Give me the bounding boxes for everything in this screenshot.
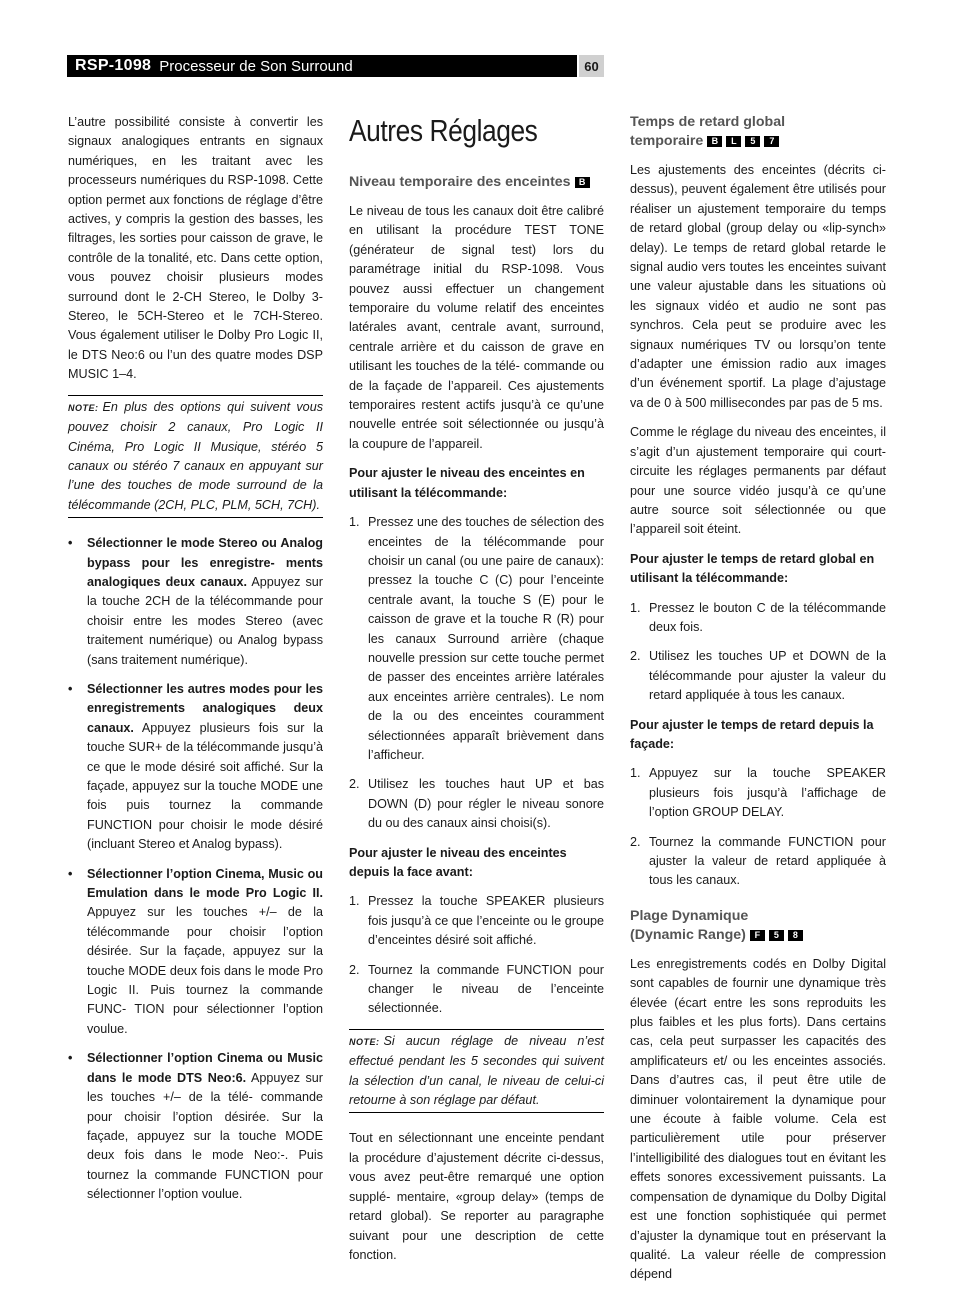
column-left — [68, 113, 323, 1215]
list-item: • Sélectionner le mode Stereo ou Analog bypass pour les enregistre- ments analogiques deux canaux. Appuyez sur la touche 2CH de la télécommande pour choisir entre les modes Stereo (avec traitement numérique) ou Analog bypass (sans traitement numérique). — [68, 536, 323, 667]
mode-tag: 5 — [769, 930, 784, 941]
note-label: NOTE: — [349, 1036, 380, 1047]
note-box — [68, 395, 323, 518]
bullet-list — [68, 534, 323, 1204]
header-title: Processeur de Son Surround — [159, 57, 353, 75]
note-box — [349, 1029, 604, 1114]
bullet-icon: • — [68, 681, 73, 696]
intro-paragraph: L’autre possibilité consiste à convertir les signaux analogiques entrants en signaux numériques, en les traitant avec les processeurs numériques du RSP-1098. Cette option permet aux fonctions de réglage d’être actives, y compris la gestion des basses, les filtrages, les sorties pour caisson de grave, le contrôle de la tonalité, etc. Dans cette option, vous pouvez choisir plusieurs modes surround dont le 2-CH Stereo, le Dolby 3-Stereo, le 5CH-Stereo et le 7CH-Stereo. Vous également utiliser le Dolby Pro Logic II, le DTS Neo:6 ou l’un des quatre modes DSP MUSIC 1–4. — [68, 115, 323, 382]
mode-tag: 8 — [788, 930, 803, 941]
list-item: 2. Tournez la commande FUNCTION pour ajuster la valeur de retard appliquée à tous les canaux. — [630, 834, 886, 888]
model-name: RSP-1098 — [75, 57, 152, 74]
subheading: Pour ajuster le temps de retard global en utilisant la télécommande: — [630, 551, 875, 586]
section-heading: Temps de retard global temporaire B L 5 7 — [630, 114, 786, 149]
mode-tag: L — [726, 136, 741, 147]
note-label: NOTE: — [68, 402, 99, 413]
outro-paragraph: Tout en sélectionnant une enceinte pendant la procédure d’ajustement décrite ci-dessus, vous avez peut-être remarqué une option supplé- mentaire, «group delay» (temps de retard global). Se reporter au paragraphe suivant pour une description de cette fonction. — [349, 1131, 604, 1262]
mode-tag: F — [750, 930, 765, 941]
subheading: Pour ajuster le temps de retard depuis la façade: — [630, 717, 874, 751]
list-item: 2. Utilisez les touches haut UP et bas DOWN (D) pour régler le niveau sonore du ou des canaux ainsi choisi(s). — [349, 777, 604, 831]
section-heading: Plage Dynamique (Dynamic Range) F 5 8 — [630, 907, 886, 945]
list-item: • Sélectionner l’option Cinema ou Music dans le mode DTS Neo:6. Appuyez sur les touches +/– de la télé- commande pour choisir l’option désirée. Sur la façade, appuyez sur la touche MODE deux fois dans le mode Neo:-. Puis tournez la commande FUNCTION pour sélectionner l’option voulue. — [68, 1051, 324, 1202]
mode-tag: 5 — [745, 136, 760, 147]
list-item: • Sélectionner l’option Cinema, Music ou Emulation dans le mode Pro Logic II. Appuyez sur les touches +/– de la télécommande pour choisir l’option désirée. Sur la façade, appuyez sur la touche MODE deux fois dans le mode Pro Logic II. Puis tournez la commande FUNC- TION pour sélectionner l’option voulue. — [68, 866, 323, 1036]
numbered-list — [630, 599, 886, 706]
mode-tag: B — [575, 177, 590, 188]
subheading: Pour ajuster le niveau des enceintes en utilisant la télécommande: — [349, 466, 585, 500]
section-heading: Niveau temporaire des enceintes B — [349, 173, 604, 192]
section-paragraph: Le niveau de tous les canaux doit être calibré en utilisant la procédure TEST TONE (générateur de signal test) lors du paramétrage initial du RSP-1098. Vous pouvez aussi effectuer un changement temporaire du volume relatif des enceintes latérales avant, centrale avant, surround, centrale arrière et du caisson de grave en utilisant les touches de la télé- commande ou de la façade de l’appareil. Ces ajustements temporaires restent actifs jusqu’à ce qu’une nouvelle entrée soit sélectionnée ou jusqu’à la coupure de l’appareil. — [349, 204, 604, 451]
bullet-icon: • — [68, 536, 73, 551]
bullet-icon: • — [68, 866, 73, 881]
mode-tag: B — [707, 136, 722, 147]
column-middle — [349, 113, 604, 1275]
page-title: Autres Réglages — [349, 113, 538, 148]
section-paragraph: Les ajustements des enceintes (décrits ci-dessus), peuvent également être utilisés pour réaliser un ajustement temporaire du temps de retard global (group delay ou «lip-synch» delay). Le temps de retard global retarde le signal audio vers toutes les enceintes suivant une valeur ajustable dans les situations où les signaux vidéo et audio ne sont pas synchros. Cela peut se produire avec les signaux numériques TV ou lorsqu’on tente d’adapter une émission radio aux images d’un événement sportif. La plage d’ajustage va de 0 à 500 millisecondes par pas de 5 ms. — [630, 163, 886, 410]
list-item: 1. Pressez le bouton C de la télécommande deux fois. — [630, 600, 886, 634]
list-item: 2. Tournez la commande FUNCTION pour changer le niveau de l’enceinte sélectionnée. — [349, 962, 604, 1016]
bullet-icon: • — [68, 1051, 73, 1066]
page-header — [67, 55, 577, 77]
list-item: 2. Utilisez les touches UP et DOWN de la télécommande pour ajuster la valeur du retard appliquée à tous les canaux. — [630, 649, 886, 703]
numbered-list — [349, 513, 604, 834]
list-item: 1. Appuyez sur la touche SPEAKER plusieurs fois jusqu’à l’affichage de l’option GROUP DELAY. — [630, 766, 886, 820]
section-paragraph: Les enregistrements codés en Dolby Digital sont capables de fournir une dynamique très élevée (écart entre les sons reproduits les plus faibles et les plus forts). Dans certains cas, cela peut surpasser les capacités des amplificateurs et/ ou les enceintes associés. Dans d’autres cas, il peut être utile de diminuer volontairement la dynamique pour une écoute à faible volume. Cela est particulièrement utile pour préserver l’intelligibilité des dialogues tout en évitant les effets sonores excessivement puissants. La compensation de dynamique du Dolby Digital est une fonction sophistiquée qui permet d’ajuster la dynamique tout en préservant la qualité. La valeur réelle de compression dépend — [630, 956, 886, 1282]
mode-tag: 7 — [764, 136, 779, 147]
list-item: 1. Pressez la touche SPEAKER plusieurs fois jusqu’à ce que l’enceinte ou le groupe d’enceintes désiré soit affiché. — [349, 894, 604, 948]
numbered-list — [630, 764, 886, 890]
numbered-list — [349, 892, 604, 1018]
page-number: 60 — [579, 55, 604, 77]
subheading: Pour ajuster le niveau des enceintes depuis la face avant: — [349, 845, 567, 879]
note-text: En plus des options qui suivent vous pouvez choisir 2 canaux, Pro Logic II Cinéma, Pro Logic II Musique, stéréo 5 canaux ou stéréo 7 canaux en appuyant sur l’une des touches de mode surround de la télécommande (2CH, PLC, PLM, 5CH, 7CH). — [68, 399, 323, 512]
list-item: • Sélectionner les autres modes pour les enregistrements analogiques deux canaux. Appuyez plusieurs fois sur la touche SUR+ de la télécommande jusqu’à ce que le mode désiré soit affiché. Sur la façade, appuyez sur la touche MODE une fois puis tournez la commande FUNCTION pour choisir le mode désiré (incluant Stereo et Analog bypass). — [68, 681, 323, 852]
section-paragraph: Comme le réglage du niveau des enceintes, il s’agit d’un ajustement temporaire qui court- circuite les réglages permanents par défaut pour une source vidéo jusqu’à ce qu’une autre source soit sélectionnée ou que l’appareil soit éteint. — [630, 425, 886, 537]
list-item: 1. Pressez une des touches de sélection des enceintes de la télécommande pour choisir un canal (ou une paire de canaux): pressez la touche C (C) pour l’enceinte centrale avant, la touche S (E) pour le caisson de grave et la touche R (R) pour les canaux Surround arrière (chaque nouvelle pression sur cette touche permet de passer des enceintes arrière latérales aux enceintes arrière centrales). Le nom de la ou des enceintes couramment sélectionnées apparaît brièvement dans l’afficheur. — [349, 515, 604, 762]
column-right — [630, 113, 886, 1295]
note-text: Si aucun réglage de niveau n’est effectué pendant les 5 secondes qui suivent la sélection d’un canal, le niveau de celui-ci retourne à son réglage par défaut. — [349, 1033, 604, 1108]
